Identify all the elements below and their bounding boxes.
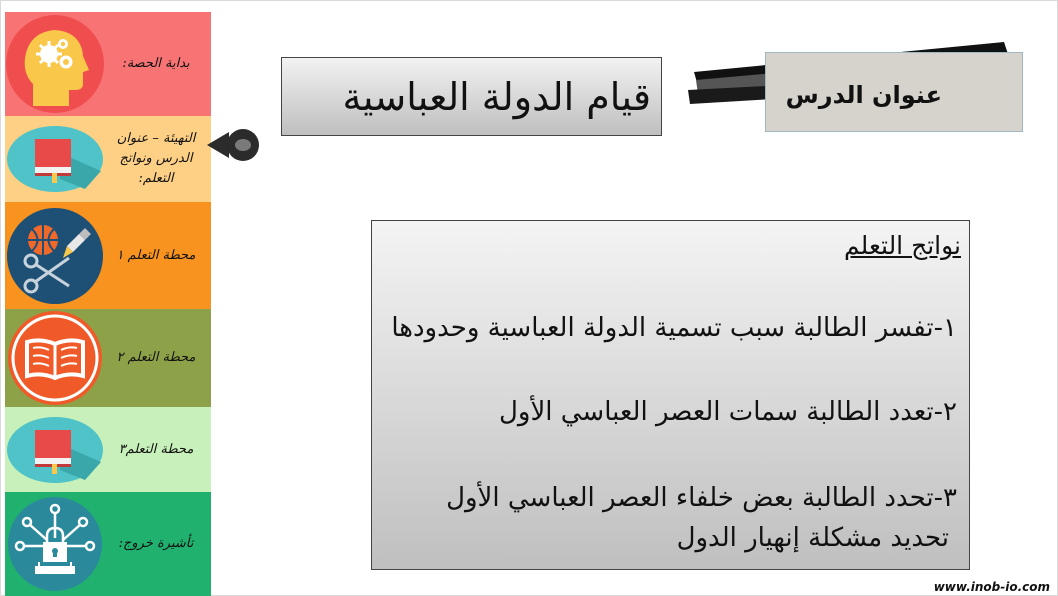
head-gears-icon	[5, 14, 105, 114]
lesson-title-box	[281, 57, 662, 136]
learning-outcomes-box	[371, 220, 970, 570]
book-icon	[5, 109, 105, 209]
sidebar-item-label: التهيئة – عنوان الدرس ونواتج التعلم:	[116, 131, 196, 186]
ball-scissors-pencil-icon	[5, 206, 105, 306]
learning-outcome-item: ١-تفسر الطالبة سبب تسمية الدولة العباسية وحدودها	[391, 313, 957, 343]
sidebar-item-label: محطة التعلم ٢	[116, 350, 196, 365]
sidebar-item-lesson-start[interactable]	[5, 12, 211, 116]
sidebar-item-exit-ticket[interactable]	[5, 492, 211, 596]
learning-outcomes-heading: نواتج التعلم	[844, 231, 961, 260]
sidebar-item-label: محطة التعلم٣	[118, 441, 194, 457]
network-lock-icon	[5, 494, 105, 594]
sidebar-item-label: محطة التعلم ١	[116, 247, 196, 263]
lesson-navigation-sidebar	[5, 12, 211, 596]
sidebar-item-station-2[interactable]	[5, 309, 211, 407]
sidebar-item-label: بداية الحصة:	[122, 56, 190, 71]
open-book-icon	[5, 308, 105, 408]
learning-outcome-item: ٢-تعدد الطالبة سمات العصر العباسي الأول	[499, 397, 957, 427]
sidebar-item-intro-outcomes[interactable]	[5, 116, 211, 202]
learning-outcome-item: ٣-تحدد الطالبة بعض خلفاء العصر العباسي الأول	[446, 483, 957, 513]
sidebar-item-station-3[interactable]	[5, 407, 211, 492]
sidebar-item-label: تأشيرة خروج:	[118, 536, 194, 551]
lesson-title: قيام الدولة العباسية	[342, 74, 651, 119]
lesson-title-label-text: عنوان الدرس	[785, 81, 942, 109]
watermark: www.inob-io.com	[933, 580, 1050, 594]
learning-outcome-item: تحديد مشكلة إنهيار الدول	[676, 523, 949, 553]
book-icon	[5, 400, 105, 500]
lesson-title-label	[765, 52, 1023, 132]
sidebar-item-station-1[interactable]	[5, 202, 211, 309]
current-step-pointer	[205, 128, 261, 162]
